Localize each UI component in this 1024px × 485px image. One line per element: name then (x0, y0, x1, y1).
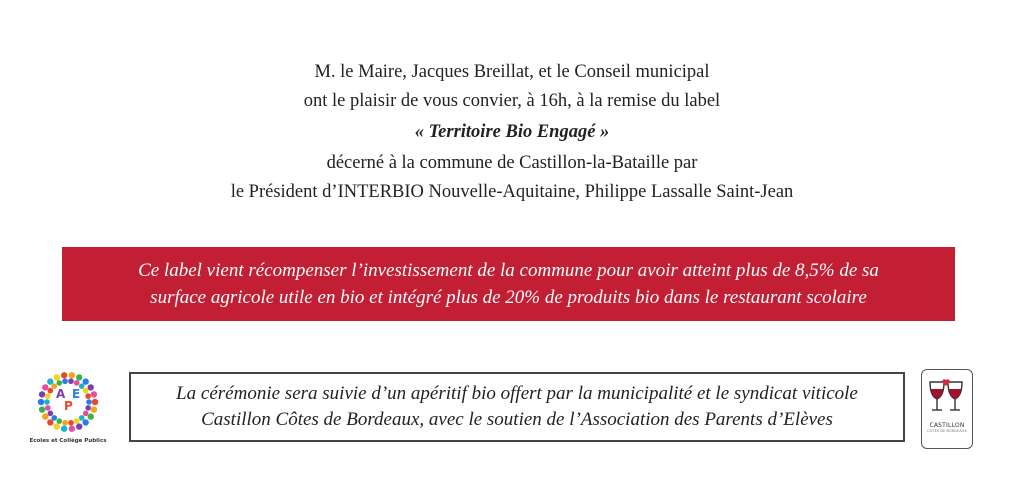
child-figure-body (51, 415, 57, 421)
child-figure (91, 406, 97, 412)
child-figure-body (44, 399, 50, 405)
child-figure (54, 374, 60, 380)
child-figure (88, 413, 94, 419)
child-figure-body (85, 393, 91, 399)
child-figure-body (74, 380, 80, 386)
child-figure (91, 391, 97, 397)
label-name: « Territoire Bio Engagé » (414, 122, 610, 142)
child-figure (82, 378, 88, 384)
child-figure-body (62, 378, 68, 384)
invitation-text (0, 58, 1024, 207)
child-figure-body (45, 393, 51, 399)
castillon-logo (921, 369, 973, 449)
child-figure (69, 426, 75, 432)
note-line-2: Castillon Côtes de Bordeaux, avec le soutien de l’Association des Parents d’Elèves (201, 409, 833, 430)
child-figure (88, 384, 94, 390)
child-figure-body (68, 378, 74, 384)
banner-line-2: surface agricole utile en bio et intégré plus de 20% de produits bio dans le restaurant scolaire (150, 287, 867, 308)
child-figure (76, 374, 82, 380)
child-figure-body (83, 411, 89, 417)
child-figure (61, 372, 67, 378)
child-figure-body (68, 420, 74, 426)
child-figure-body (74, 418, 80, 424)
castillon-sub: CÔTES DE BORDEAUX (927, 429, 967, 433)
child-figure (76, 423, 82, 429)
ape-logo (22, 366, 114, 448)
child-figure-body (56, 418, 62, 424)
castillon-name: CASTILLON (929, 422, 965, 429)
child-figure (92, 399, 98, 405)
child-figure-body (86, 399, 92, 405)
child-figure (47, 419, 53, 425)
child-figure-body (45, 405, 51, 411)
reception-note (129, 372, 905, 442)
child-figure (42, 384, 48, 390)
child-figure-body (56, 380, 62, 386)
invitation-line-4: le Président d’INTERBIO Nouvelle-Aquitaine, Philippe Lassalle Saint-Jean (230, 182, 794, 202)
child-figure-body (83, 388, 89, 394)
child-figure (38, 399, 44, 405)
svg-text:P: P (64, 399, 73, 413)
child-figure (54, 423, 60, 429)
svg-text:E: E (72, 387, 81, 401)
invitation-line-2: ont le plaisir de vous convier, à 16h, à la remise du label (303, 91, 721, 111)
child-figure (69, 372, 75, 378)
child-figure (39, 391, 45, 397)
ape-caption: Ecoles et Collège Publics (29, 438, 107, 444)
child-figure (82, 419, 88, 425)
invitation-line-1: M. le Maire, Jacques Breillat, et le Conseil municipal (314, 62, 710, 82)
child-figure (47, 378, 53, 384)
child-figure (39, 406, 45, 412)
child-figure-body (62, 420, 68, 426)
note-line-1: La cérémonie sera suivie d’un apéritif bio offert par la municipalité et le syndicat viticole (176, 383, 858, 404)
child-figure-body (79, 415, 85, 421)
svg-text:A: A (56, 387, 66, 401)
child-figure-body (85, 405, 91, 411)
children-circle-logo-icon (22, 366, 114, 438)
invitation-line-3: décerné à la commune de Castillon-la-Bataille par (326, 153, 698, 173)
child-figure (42, 413, 48, 419)
child-figure-body (48, 411, 54, 417)
wine-glasses-icon (926, 378, 968, 420)
label-banner (62, 247, 955, 321)
child-figure (61, 426, 67, 432)
child-figure-body (48, 388, 54, 394)
banner-line-1: Ce label vient récompenser l’investissement de la commune pour avoir atteint plus de 8,5% de sa (138, 260, 879, 281)
